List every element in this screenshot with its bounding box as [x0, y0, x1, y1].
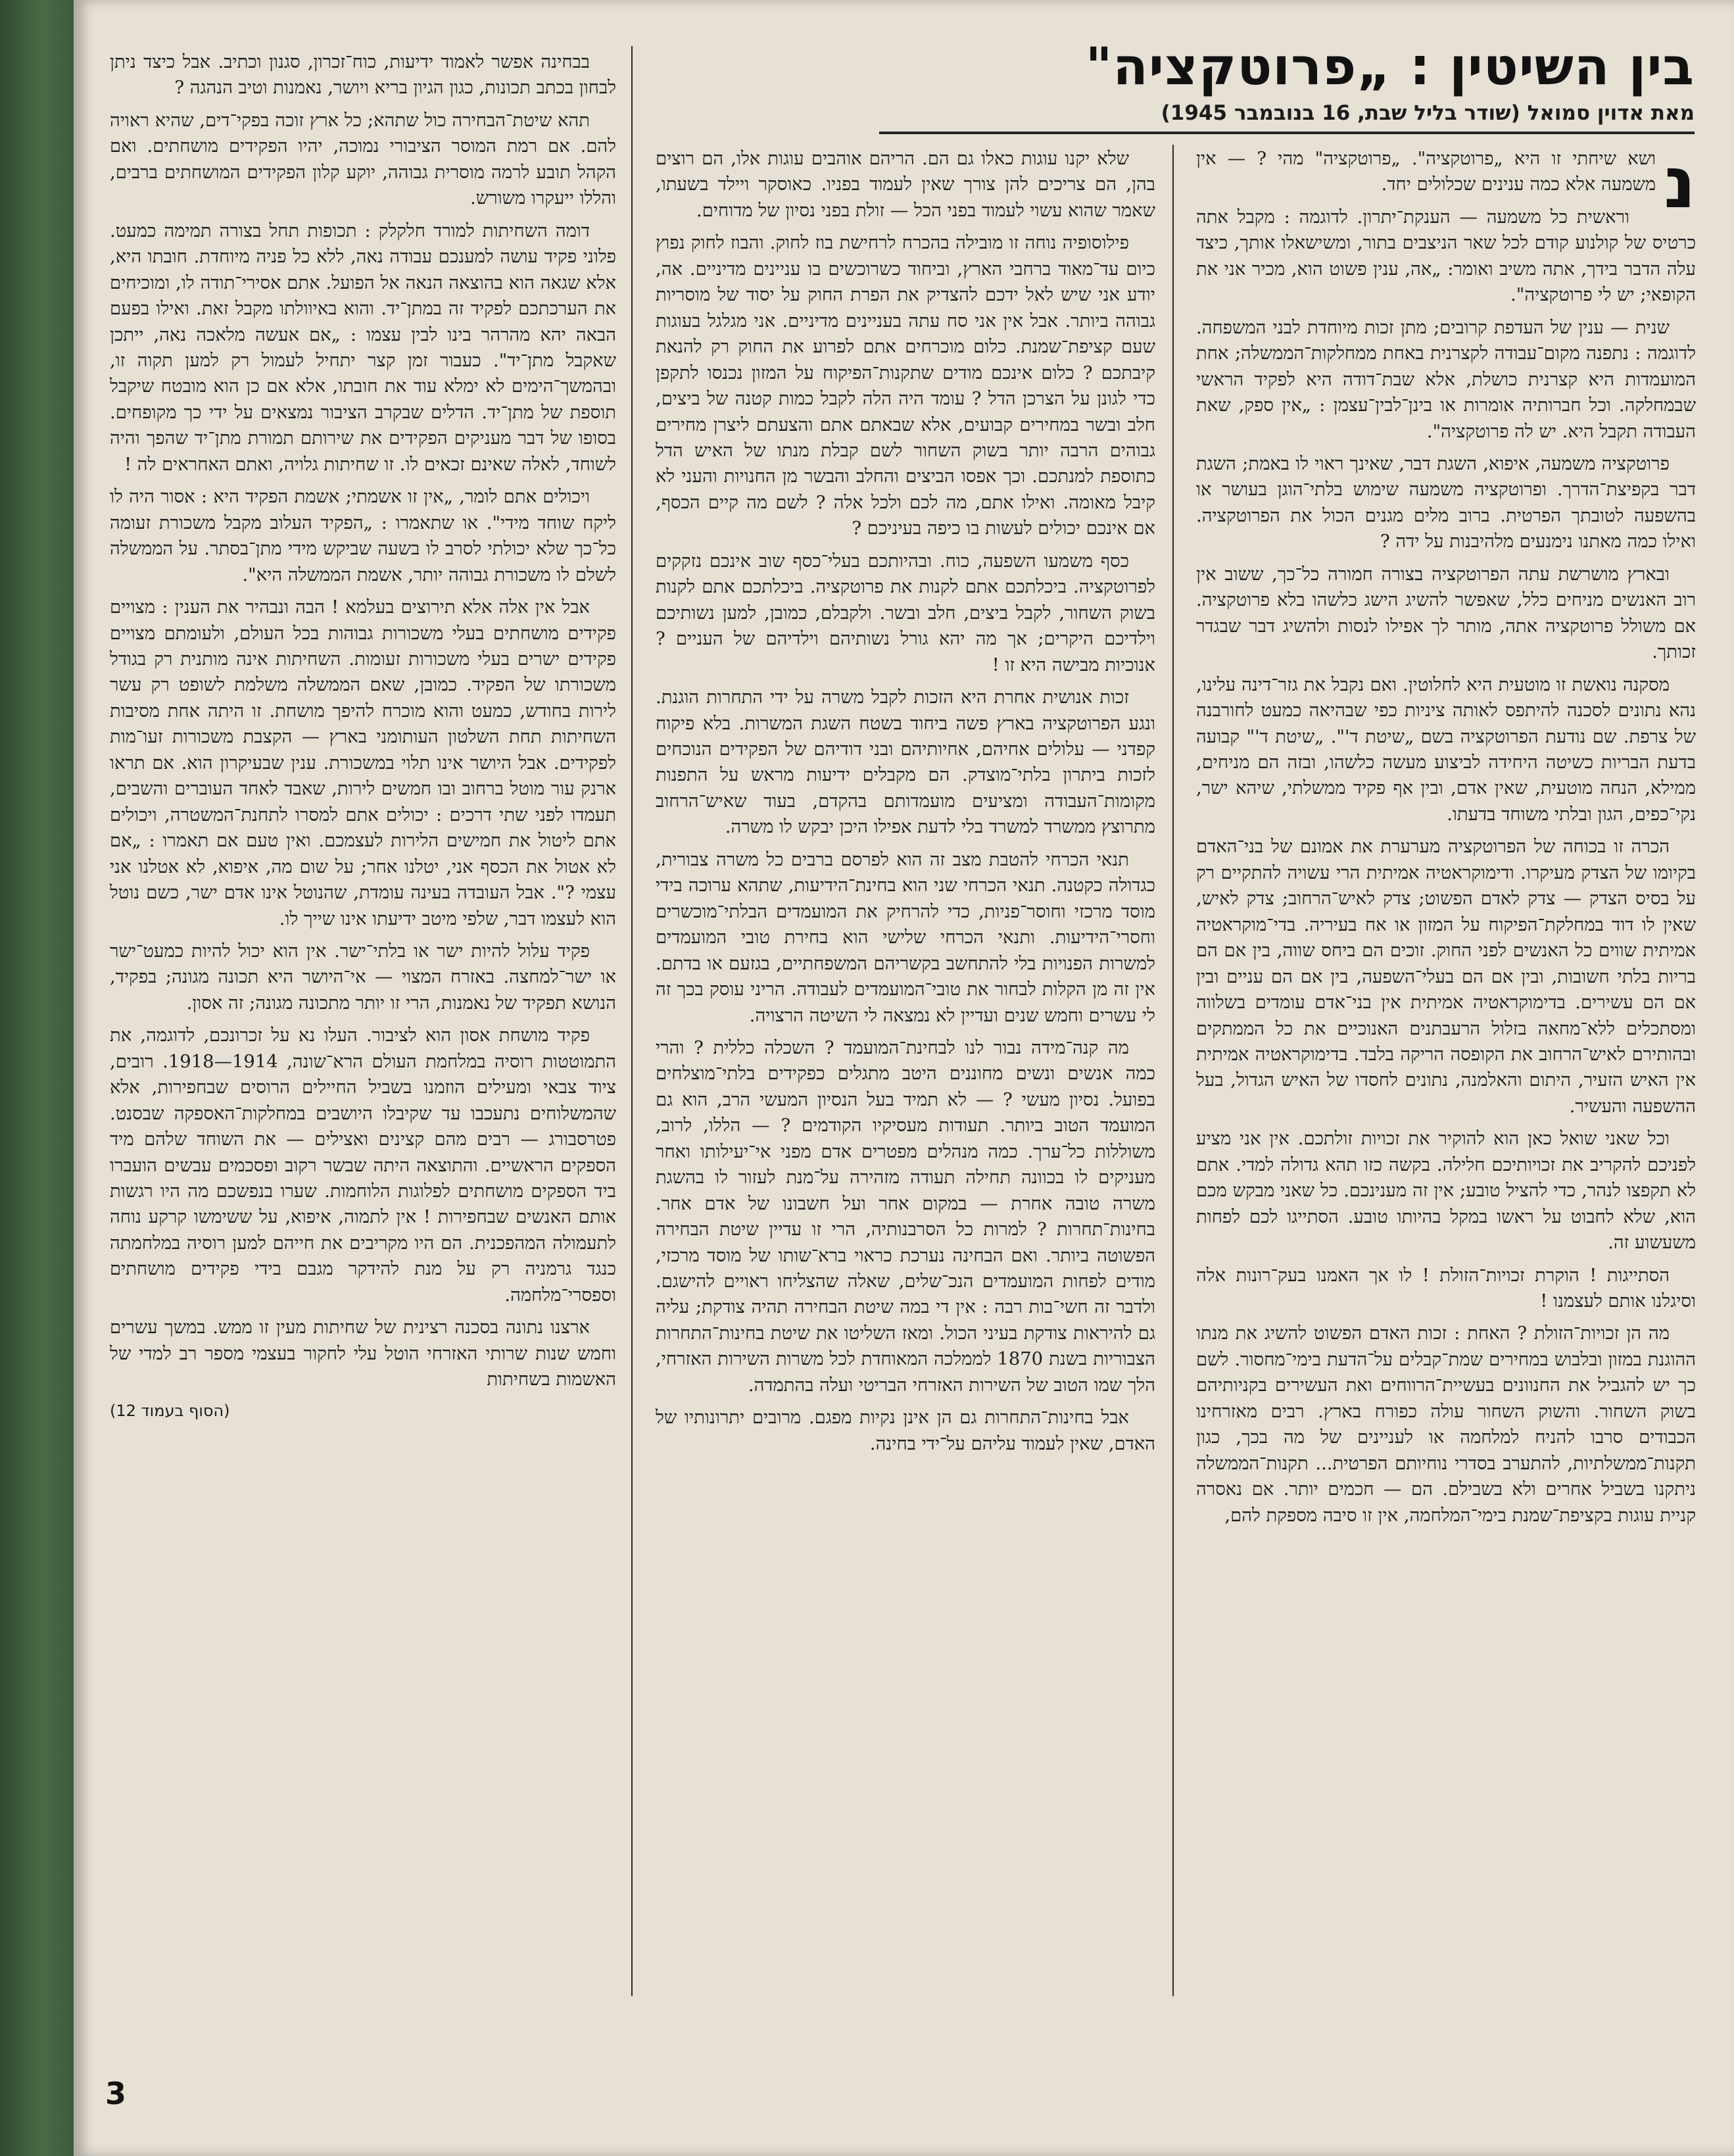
article-title: בין השיטין : „פרוטקציה"	[1085, 37, 1695, 97]
page-number: 3	[105, 2076, 127, 2111]
paragraph: ויכולים אתם לומר, „אין זו אשמתי; אשמת הפקיד היא : אסור היה לו ליקח שוחד מידי". או שתאמרו : „הפקיד העלוב מקבל משכורת זעומה כל־כך שלא יכולתי לסרב לו בשעה שביקש מידי מתן־בסתר. על הממשלה לשלם לו משכורת גבוהה יותר, אשמת הממשלה היא".	[110, 487, 616, 585]
paragraph: אבל אין אלה אלא תירוצים בעלמא ! הבה ונבהיר את הענין : מצויים פקידים מושחתים בעלי משכורות גבוהות בכל העולם, ולעומתם מצויים פקידים ישרים בעלי משכורות זעומות. השחיתות אינה מותנית רק בגודל משכורתו של הפקיד. כמובן, שאם הממשלה משלמת לשופט רק עשר לירות בחודש, כמעט והוא מוכרח להיפך מושחת. זו היתה אחת מסיבות השחיתות תחת השלטון העותומני בארץ — הקצבת משכורות זעו־מות לפקידים. אבל היושר אינו תלוי במשכורת. ענין שבעיקרון הוא. אם תראו ארנק עור מוטל ברחוב ובו חמשים לירות, שאבד לאחד העוברים והשבים, תעמדו לפני שתי דרכים : יכולים אתם למסרו לתחנת־המשטרה, ויכולים אתם ליטול את חמישים הלירות לעצמכם. ואין טעם אם תאמרו : „אם לא אטול את הכסף אני, יטלנו אחר; על שום מה, איפוא, לא אטלנו אני עצמי ?". אבל העובדה בעינה עומדת, שהנוטל אינו אדם ישר, כשם נוטל הוא לעצמו דבר, שלפי מיטב ידיעתו אינו שייך לו.	[110, 597, 616, 929]
column-divider	[1172, 145, 1174, 1996]
paragraph: מה קנה־מידה נבור לנו לבחינת־המועמד ? השכלה כללית ? והרי כמה אנשים ונשים מחוננים היטב מתגלים כפקידים בלתי־מוצלחים בפועל. נסיון מעשי ? — לא תמיד בעל הנסיון המעשי הרב, הוא גם המועמד הטוב ביותר. תעודות מעסיקיו הקודמים ? — הללו, לרוב, משוללות כל־ערך. כמה מנהלים מפטרים אדם מפני אי־יעילותו ואחר מעניקים לו בכוונה תחילה תעודה מזהירה על־מנת לעזור לו בהשגת משרה טובה אחרת — במקום אחר ועל חשבונו של אדם אחר. בחינות־תחרות ? למרות כל הסרבנותיה, הרי זו עדיין שיטת הבחירה הפשוטה ביותר. ואם הבחינה נערכת כראוי ברא־שותו של מוסד מרכזי, מודים לפחות המועמדים הנכ־שלים, שאלה שהצליחו ראויים להישגם. ולדבר זה חשי־בות רבה : אין די במה שיטת הבחירה תהיה צודקת; עליה גם להיראות צודקת בעיני הכול. ומאז השליטו את שיטת בחינות־התחרות הצבוריות בשנת 1870 לממלכה המאוחדת לכל משרות השירות האזרחי, הלך שמו הטוב של השירות האזרחי הבריטי ועלה בהתמדה.	[656, 1037, 1155, 1396]
magazine-page	[74, 0, 1734, 2156]
article-column-3	[110, 49, 616, 1422]
paragraph: כסף משמעו השפעה, כוח. ובהיותכם בעלי־כסף שוב אינכם נזקקים לפרוטקציה. ביכלתכם אתם לקנות את פרוטקציה. ביכלתכם אתם לקנות בשוק השחור, לקבל ביצים, חלב ובשר. ולקבלם, כמובן, למען נשותיכם וילדיכם היקרים; אך מה יהא גורל נשותיהם וילדיהם של העניים ? אנוכיות מבישה היא זו !	[656, 551, 1155, 675]
paragraph: מה הן זכויות־הזולת ? האחת : זכות האדם הפשוט להשיג את מנתו ההוגנת במזון ובלבוש במחירים שמת־קבלים על־הדעת בימי־מחסור. לשם כך יש להגביל את החנוונים בעשיית־הרווחים ואת העשירים בקניותיהם בשוק השחור. והשוק השחור עולה כפורח בארץ. רבים מאזרחינו הכבודים סרבו להניח למלחמה או לעניינים של מה בכך, כגון תקנות־ממשלתיות, להתערב בסדרי נוחיותם הפרטית... תקנות־הממשלה ניתקנו בשביל אחרים ולא בשבילם. הם — חכמים יותר. אם נאסרה קניית עוגות בקציפת־שמנת בימי־המלחמה, אין זו סיבה מספקת להם,	[1196, 1323, 1696, 1526]
paragraph: אבל בחינות־התחרות גם הן אינן נקיות מפגם. מרובים יתרונותיו של האדם, שאין לעמוד עליהם על־ידי בחינה.	[656, 1408, 1155, 1454]
paragraph: בבחינה אפשר לאמוד ידיעות, כוח־זכרון, סגנון וכתיב. אבל כיצד ניתן לבחון בכתב תכונות, כגון הגיון בריא ויושר, נאמנות וטיב הנהגה ?	[110, 52, 616, 99]
paragraph: פילוסופיה נוחה זו מובילה בהכרח לרחישת בוז לחוק. והבוז לחוק נפוץ כיום עד־מאוד ברחבי הארץ, וביחוד כשרוכשים בו עניינים מדיניים. אה, יודע אני שיש לאל ידכם להצדיק את הפרת החוק על יסוד של מוסריות גבוהה ביותר. אבל אין אני סח עתה בעניינים מדיניים. אני מגלגל בעוגות שעם קציפת־שמנת. כלום מוכרחים אתם לפרוע את החוק רק להנאת קיבתכם ? כלום אינכם מודים שתקנות־הפיקוח על המזון נכנסו לתקפן כדי לגונן על הצרכן הדל ? עומד היה הלה לקבל כמות קטנה של ביצים, חלב ובשר במחירים קבועים, אלא שבאתם אתם והצעתם ליצרן מחירים גבוהים הרבה יותר בשוק השחור לשם קבלת מנתו של האיש הדל כתוספת למנתכם. וכך אפסו הביצים והחלב והבשר מן החנויות והעני לא קיבל מאומה. ואילו אתם, מה לכם ולכל אלה ? לשם מה קיים הכסף, אם אינכם יכולים לעשות בו כיפה בעיניכם ?	[656, 233, 1155, 539]
paragraph: מסקנה נואשת זו מוטעית היא לחלוטין. ואם נקבל את גזר־דינה עלינו, נהא נתונים לסכנה להיתפס לאותה ציניות כפי שבהיאה כמעט לחורבנה של צרפת. שם נודעת הפרוטקציה בשם „שיטת ד'". „שיטת ד'" קבועה בדעת הבריות כשיטה היחידה לביצוע מעשה כלשהו, ובזה הם מניחים, ממילא, הנחה מוטעית, שאין אדם, ובין אף פקיד ממשלתי, שיהא ישר, נקי־כפים, הגון ובלתי משוחד בדעתו.	[1196, 674, 1696, 825]
article-column-2	[656, 146, 1155, 1463]
paragraph: זכות אנושית אחרת היא הזכות לקבל משרה על ידי התחרות הוגנת. ונגע הפרוטקציה בארץ פשה ביחוד בשטח השגת המשרות. בלא פיקוח קפדני — עלולים אחיהם, אחיותיהם ובני דודיהם של הפקידים הנוכחים לזכות ביתרון בלתי־מוצדק. הם מקבלים ידיעות מראש על התפנות מקומות־העבודה ומציעים מועמדותם בהקדם, בעוד שאיש־הרחוב מתרוצץ ממשרד למשרד בלי לדעת אפילו היכן יבקש לו משרה.	[656, 687, 1155, 838]
column-divider	[631, 46, 633, 1996]
paragraph: ארצנו נתונה בסכנה רצינית של שחיתות מעין זו ממש. במשך עשרים וחמש שנות שרותי האזרחי הוטל עלי לחקור בעצמי מספר רב למדי של האשמות בשחיתות	[110, 1317, 616, 1390]
paragraph: דומה השחיתות למורד חלקלק : תכופות תחל בצורה תמימה כמעט. פלוני פקיד עושה למענכם עבודה נאה, ללא כל פניה מיוחדת. חובתו היא, אלא שגאה הוא בהוצאה הנאה אל הפועל. אתם אסירי־תודה לו, ומוכיחים את הערכתכם לפקיד זה במתן־יד. והוא באיוולתו מקבל זאת. ואילו בפעם הבאה יהא מהרהר בינו לבין עצמו : „אם אעשה מלאכה נאה, ייתכן שאקבל מתן־יד". כעבור זמן קצר יתחיל לעמול רק למען תקוה זו, ובהמשך־הימים לא ימלא עוד את חובתו, אלא אם כן הוא מובטח שיקבל תוספת של מתן־יד. הדלים שבקרב הציבור נמצאים על ידי כך מקופחים. בסופו של דבר מעניקים הפקידים את שירותם תמורת מתן־יד שהפך והיה לשוחד, לאלה שאינם זכאים לו. זו שחיתות גלויה, ואתם האחראים לה !	[110, 220, 616, 475]
paragraph: פרוטקציה משמעה, איפוא, השגת דבר, שאינך ראוי לו באמת; השגת דבר בקפיצת־הדרך. ופרוטקציה משמעה שימוש בלתי־הוגן בעושר או בהשפעה לטובתך הפרטית. ברוב מלים מגנים הכול את הפרוטקציה. ואילו כמה מאתנו נימנעים מלהיבנות על ידה ?	[1196, 453, 1696, 552]
continued-note: (הסוף בעמוד 12)	[110, 1401, 230, 1420]
article-byline: מאת אדוין סמואל (שודר בליל שבת, 16 בנובמבר 1945)	[879, 101, 1695, 134]
paragraph: וכל שאני שואל כאן הוא להוקיר את זכויות זולתכם. אין אני מציע לפניכם להקריב את זכויותיכם חלילה. בקשה כזו תהא גדולה למדי. אתם לא תקפצו לנהר, כדי להציל טובע; אין זה מענינכם. כל שאני מבקש מכם הוא, שלא לחבוט על ראשו במקל בהיותו טובע. הסתייגו לכם לפחות משעשוע זה.	[1196, 1129, 1696, 1254]
paragraph: פקיד מושחת אסון הוא לציבור. העלו נא על זכרונכם, לדוגמה, את התמוטטות רוסיה במלחמת העולם הרא־שונה, 1914—1918. רובים, ציוד צבאי ומעילים הוזמנו בשביל החיילים הרוסים שבחפירות, אלא שהמשלוחים נתעכבו עד שקיבלו היושבים במחלקות־האספקה שבסנט. פטרסבורג — רבים מהם קצינים ואצילים — את השוחד שלהם מיד הספקים הראשיים. והתוצאה היתה שבשר רקוב ופסכמים עבשים הועברו ביד הספקים מושחתים לפלוגות הלוחמות. שערו בנפשכם מה היו רגשות אותם האנשים שבחפירות ! אין לתמוה, איפוא, על ששימשו קרקע נוחה לתעמולה המהפכנית. הם היו מקריבים את חייהם למען רוסיה במלחמתה כנגד גרמניה רק על מנת להידקר מגבם בידי פקידים מושחתים וספסרי־מלחמה.	[110, 1025, 616, 1306]
drop-cap: נ	[1664, 142, 1696, 224]
paragraph: הכרה זו בכוחה של הפרוטקציה מערערת את אמונם של בני־האדם בקיומו של הצדק מעיקרו. ודימוקראטיה אמיתית הרי עשויה להתקיים רק על בסיס הצדק — צדק לאדם הפשוט; צדק לאיש־הרחוב; צדק לאיש, שאין לו דוד במחלקת־הפיקוח על המזון או אח בעיריה. בדי־מוקראטיה אמיתית שווים כל האנשים לפני החוק. זוכים הם ביחס שווה, בין אם הם בריות בלתי חשובות, ובין אם הם בעלי־השפעה, בין אם הם עניים ובין אם הם עשירים. בדימוקראטיה אמיתית אין בני־אדם עומדים בשלווה ומסתכלים ללא־מחאה בזלול הרעבתנים האנוכיים את כל הממתקים ובהותירם לאיש־הרחוב את הקופסה הריקה בלבד. בדימוקראטיה אמיתית אין האיש הזעיר, היתום והאלמנה, נתונים לחסדו של האיש הגדול, בעל ההשפעה והעשיר.	[1196, 837, 1696, 1117]
paragraph: שלא יקנו עוגות כאלו גם הם. הריהם אוהבים עוגות אלו, הם רוצים בהן, הם צריכים להן צורך שאין לעמוד בפניו. כאוסקר ויילד בשעתו, שאמר שהוא עשוי לעמוד בפני הכל — זולת בפני נסיון של מדוחים.	[656, 149, 1155, 221]
article-column-1	[1196, 142, 1696, 1535]
paragraph: פקיד עלול להיות ישר או בלתי־ישר. אין הוא יכול להיות כמעט־ישר או ישר־למחצה. באזרח המצוי — אי־היושר היא תכונה מגונה; בפקיד, הנושא תפקיד של נאמנות, הרי זו יותר מתכונה מגונה; זה אסון.	[110, 941, 616, 1014]
binding-strip	[0, 0, 78, 2156]
paragraph: ובארץ מושרשת עתה הפרוטקציה בצורה חמורה כל־כך, ששוב אין רוב האנשים מניחים כלל, שאפשר להשיג הישג כלשהו בלא פרוטקציה. אם משולל פרוטקציה אתה, מותר לך אפילו לנסות ולהשיג דבר שבגדר זכותך.	[1196, 564, 1696, 663]
paragraph: הסתייגות ! הוקרת זכויות־הזולת ! לו אך האמנו בעק־רונות אלה וסיגלנו אותם לעצמנו !	[1196, 1265, 1696, 1312]
paragraph: שנית — ענין של העדפת קרובים; מתן זכות מיוחדת לבני המשפחה. לדוגמה : נתפנה מקום־עבודה לקצרנית באחת ממחלקות־הממשלה; אחת המועמדות היא קצרנית כושלת, אלא שבת־דודה היא לפקיד הראשי שבמחלקה. וכל חברותיה אומרות או בינן־לבין־עצמן : „אין ספק, שאת העבודה תקבל היא. יש לה פרוטקציה".	[1196, 317, 1696, 442]
paragraph: תנאי הכרחי להטבת מצב זה הוא לפרסם ברבים כל משרה צבורית, כגדולה כקטנה. תנאי הכרחי שני הוא בחינת־הידיעות, שתהא ערוכה בידי מוסד מרכזי וחוסר־פניות, כדי להרחיק את המועמדים הבלתי־מוכשרים וחסרי־הידיעות. ותנאי הכרחי שלישי הוא בחירת טובי המועמדים למשרות הפנויות בלי להתחשב בקשריהם המשפחתיים, בגזעם או בדתם. אין זה מן הקלות לבחור את טובי־המועמדים לעבודה. הריני עוסק בכך זה לי עשרים וחמש שנים ועדיין לא נמצאה לי השיטה הרצויה.	[656, 849, 1155, 1026]
paragraph: וראשית כל משמעה — הענקת־יתרון. לדוגמה : מקבל אתה כרטיס של קולנוע קודם לכל שאר הניצבים בתור, ומשישאלו אותך, כיצד עלה הדבר בידך, אתה משיב ואומר: „אה, ענין פשוט הוא, מכיר אני את הקופאי; יש לי פרוטקציה".	[1196, 207, 1696, 306]
paragraph: ושא שיחתי זו היא „פרוטקציה". „פרוטקציה" מהי ? — אין משמעה אלא כמה ענינים שכלולים יחד.	[1196, 149, 1656, 195]
article-header	[879, 39, 1695, 134]
paragraph: תהא שיטת־הבחירה כול שתהא; כל ארץ זוכה בפקי־דים, שהיא ראויה להם. אם רמת המוסר הציבורי נמוכה, יהיו הפקידים מושחתים. ואם הקהל תובע לרמה מוסרית גבוהה, יוקע קלון הפקידים המושחתים ברבים, והללו ייעקרו משורש.	[110, 110, 616, 209]
